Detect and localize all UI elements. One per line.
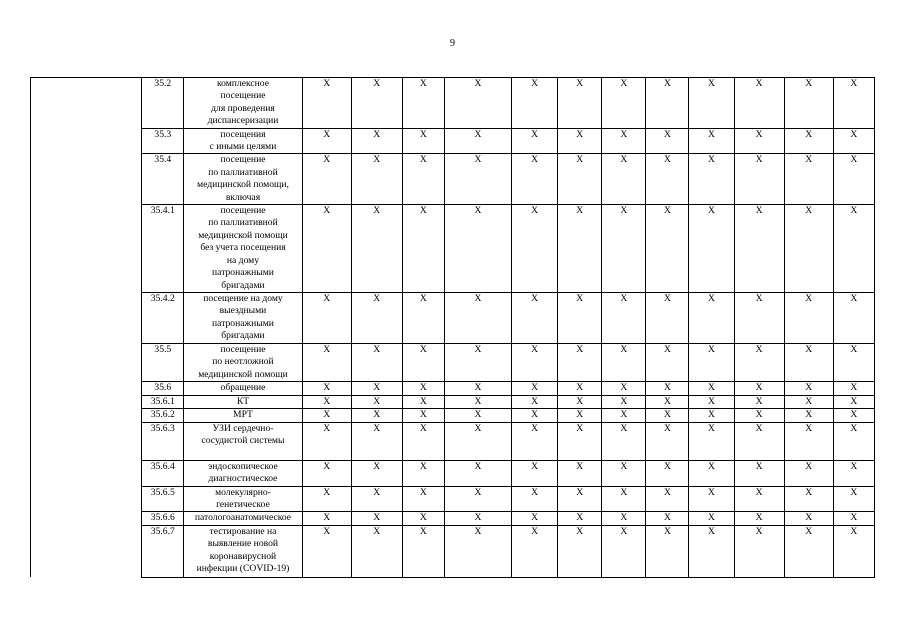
x-mark-cell: X bbox=[646, 78, 689, 129]
x-mark-cell: X bbox=[402, 293, 444, 344]
row-name-line: коронавирусной bbox=[209, 550, 277, 562]
x-mark-cell: X bbox=[302, 525, 351, 577]
x-mark-cell: X bbox=[833, 409, 874, 422]
row-code: 35.6.6 bbox=[142, 512, 184, 525]
x-mark-cell: X bbox=[444, 381, 511, 395]
row-name-line: посещения bbox=[220, 128, 266, 140]
row-code: 35.6.2 bbox=[142, 409, 184, 422]
x-mark-cell: X bbox=[444, 486, 511, 512]
x-mark-cell: X bbox=[784, 154, 833, 205]
row-name-line: для проведения bbox=[211, 102, 275, 114]
x-mark-cell: X bbox=[402, 78, 444, 129]
x-mark-cell: X bbox=[402, 395, 444, 408]
table-row bbox=[31, 395, 875, 408]
x-mark-cell: X bbox=[558, 395, 602, 408]
x-mark-cell: X bbox=[646, 205, 689, 293]
table-row bbox=[31, 128, 875, 154]
x-mark-cell: X bbox=[734, 409, 784, 422]
x-mark-cell: X bbox=[302, 512, 351, 525]
row-name bbox=[184, 422, 302, 460]
row-name-line: на дому bbox=[226, 254, 260, 266]
x-mark-cell: X bbox=[444, 205, 511, 293]
x-mark-cell: X bbox=[444, 525, 511, 577]
row-name-line: диагностическое bbox=[208, 473, 278, 485]
x-mark-cell: X bbox=[784, 78, 833, 129]
row-name-line: эндоскопическое bbox=[208, 460, 278, 472]
x-mark-cell: X bbox=[402, 128, 444, 154]
row-name bbox=[184, 525, 302, 577]
x-mark-cell: X bbox=[602, 422, 646, 460]
x-mark-cell: X bbox=[646, 381, 689, 395]
x-mark-cell: X bbox=[512, 293, 558, 344]
x-mark-cell: X bbox=[351, 293, 402, 344]
x-mark-cell: X bbox=[833, 381, 874, 395]
row-name bbox=[184, 343, 302, 381]
x-mark-cell: X bbox=[302, 343, 351, 381]
x-mark-cell: X bbox=[784, 381, 833, 395]
x-mark-cell: X bbox=[602, 343, 646, 381]
x-mark-cell: X bbox=[302, 395, 351, 408]
x-mark-cell: X bbox=[351, 512, 402, 525]
row-code: 35.6.7 bbox=[142, 525, 184, 577]
row-name-line: патронажными bbox=[212, 317, 274, 329]
row-name-line: по паллиативной bbox=[208, 217, 278, 229]
table-row bbox=[31, 381, 875, 395]
table-row bbox=[31, 343, 875, 381]
x-mark-cell: X bbox=[784, 486, 833, 512]
row-name bbox=[184, 460, 302, 486]
x-mark-cell: X bbox=[833, 486, 874, 512]
table-row bbox=[31, 409, 875, 422]
row-name-line: посещение bbox=[220, 205, 266, 217]
table-row bbox=[31, 205, 875, 293]
row-name-line: патологоанатомическое bbox=[194, 512, 292, 524]
x-mark-cell: X bbox=[602, 154, 646, 205]
row-name bbox=[184, 395, 302, 408]
table-row bbox=[31, 525, 875, 577]
x-mark-cell: X bbox=[646, 486, 689, 512]
x-mark-cell: X bbox=[734, 395, 784, 408]
row-name bbox=[184, 78, 302, 129]
x-mark-cell: X bbox=[734, 525, 784, 577]
row-name-line: посещение bbox=[220, 154, 266, 166]
x-mark-cell: X bbox=[784, 525, 833, 577]
x-mark-cell: X bbox=[602, 205, 646, 293]
row-name bbox=[184, 154, 302, 205]
row-name-line: посещение на дому bbox=[203, 293, 283, 305]
x-mark-cell: X bbox=[689, 460, 734, 486]
x-mark-cell: X bbox=[444, 343, 511, 381]
row-name-line: обращение bbox=[220, 381, 266, 393]
x-mark-cell: X bbox=[558, 512, 602, 525]
row-name-line: медицинской помощи bbox=[198, 229, 288, 241]
x-mark-cell: X bbox=[558, 205, 602, 293]
x-mark-cell: X bbox=[602, 78, 646, 129]
x-mark-cell: X bbox=[689, 343, 734, 381]
x-mark-cell: X bbox=[689, 154, 734, 205]
x-mark-cell: X bbox=[302, 205, 351, 293]
x-mark-cell: X bbox=[602, 293, 646, 344]
x-mark-cell: X bbox=[512, 154, 558, 205]
x-mark-cell: X bbox=[646, 154, 689, 205]
x-mark-cell: X bbox=[646, 293, 689, 344]
x-mark-cell: X bbox=[351, 343, 402, 381]
x-mark-cell: X bbox=[351, 486, 402, 512]
x-mark-cell: X bbox=[734, 205, 784, 293]
x-mark-cell: X bbox=[689, 409, 734, 422]
row-name-line: без учета посещения bbox=[200, 242, 286, 254]
table-row bbox=[31, 154, 875, 205]
x-mark-cell: X bbox=[444, 293, 511, 344]
row-name-line: бригадами bbox=[221, 330, 265, 342]
x-mark-cell: X bbox=[351, 205, 402, 293]
x-mark-cell: X bbox=[444, 154, 511, 205]
x-mark-cell: X bbox=[444, 512, 511, 525]
x-mark-cell: X bbox=[734, 78, 784, 129]
x-mark-cell: X bbox=[833, 205, 874, 293]
blank-merged-cell bbox=[31, 78, 142, 578]
x-mark-cell: X bbox=[302, 486, 351, 512]
x-mark-cell: X bbox=[833, 293, 874, 344]
row-name-line: КТ bbox=[236, 395, 250, 407]
row-name-line: диспансеризации bbox=[207, 115, 279, 127]
row-name-line: включая bbox=[225, 191, 261, 203]
x-mark-cell: X bbox=[646, 409, 689, 422]
x-mark-cell: X bbox=[402, 409, 444, 422]
document-table-container bbox=[30, 77, 875, 578]
x-mark-cell: X bbox=[512, 128, 558, 154]
x-mark-cell: X bbox=[646, 525, 689, 577]
x-mark-cell: X bbox=[402, 381, 444, 395]
x-mark-cell: X bbox=[302, 409, 351, 422]
x-mark-cell: X bbox=[833, 512, 874, 525]
x-mark-cell: X bbox=[784, 460, 833, 486]
row-code: 35.2 bbox=[142, 78, 184, 129]
x-mark-cell: X bbox=[302, 154, 351, 205]
x-mark-cell: X bbox=[444, 409, 511, 422]
x-mark-cell: X bbox=[558, 128, 602, 154]
x-mark-cell: X bbox=[512, 78, 558, 129]
x-mark-cell: X bbox=[512, 460, 558, 486]
x-mark-cell: X bbox=[558, 293, 602, 344]
x-mark-cell: X bbox=[351, 460, 402, 486]
x-mark-cell: X bbox=[646, 460, 689, 486]
x-mark-cell: X bbox=[351, 78, 402, 129]
row-name-line: бригадами bbox=[221, 279, 265, 291]
table-row bbox=[31, 293, 875, 344]
x-mark-cell: X bbox=[602, 409, 646, 422]
x-mark-cell: X bbox=[512, 395, 558, 408]
x-mark-cell: X bbox=[602, 395, 646, 408]
row-code: 35.4.1 bbox=[142, 205, 184, 293]
x-mark-cell: X bbox=[402, 154, 444, 205]
x-mark-cell: X bbox=[784, 205, 833, 293]
x-mark-cell: X bbox=[558, 409, 602, 422]
row-name-line: патронажными bbox=[212, 267, 274, 279]
x-mark-cell: X bbox=[351, 422, 402, 460]
x-mark-cell: X bbox=[351, 154, 402, 205]
services-table bbox=[30, 77, 875, 578]
table-row bbox=[31, 78, 875, 129]
row-name-line: по неотложной bbox=[212, 356, 274, 368]
x-mark-cell: X bbox=[602, 486, 646, 512]
x-mark-cell: X bbox=[689, 422, 734, 460]
row-code: 35.6 bbox=[142, 381, 184, 395]
x-mark-cell: X bbox=[302, 460, 351, 486]
x-mark-cell: X bbox=[512, 525, 558, 577]
x-mark-cell: X bbox=[602, 512, 646, 525]
x-mark-cell: X bbox=[689, 78, 734, 129]
row-code: 35.6.5 bbox=[142, 486, 184, 512]
x-mark-cell: X bbox=[784, 343, 833, 381]
x-mark-cell: X bbox=[512, 486, 558, 512]
table-body bbox=[31, 78, 875, 578]
row-name bbox=[184, 205, 302, 293]
x-mark-cell: X bbox=[402, 422, 444, 460]
x-mark-cell: X bbox=[646, 343, 689, 381]
row-name bbox=[184, 381, 302, 395]
x-mark-cell: X bbox=[558, 486, 602, 512]
x-mark-cell: X bbox=[833, 154, 874, 205]
x-mark-cell: X bbox=[302, 293, 351, 344]
row-name-line: по паллиативной bbox=[208, 166, 278, 178]
row-name-line: медицинской помощи, bbox=[197, 179, 289, 191]
x-mark-cell: X bbox=[512, 409, 558, 422]
x-mark-cell: X bbox=[351, 525, 402, 577]
row-name-line: инфекции (COVID-19) bbox=[196, 562, 290, 574]
x-mark-cell: X bbox=[734, 293, 784, 344]
x-mark-cell: X bbox=[734, 381, 784, 395]
x-mark-cell: X bbox=[734, 343, 784, 381]
x-mark-cell: X bbox=[512, 205, 558, 293]
x-mark-cell: X bbox=[558, 381, 602, 395]
x-mark-cell: X bbox=[558, 422, 602, 460]
row-code: 35.6.3 bbox=[142, 422, 184, 460]
table-row bbox=[31, 512, 875, 525]
row-name-line: МРТ bbox=[233, 409, 253, 421]
x-mark-cell: X bbox=[784, 395, 833, 408]
row-name-line: молекулярно- bbox=[215, 486, 271, 498]
row-name bbox=[184, 486, 302, 512]
x-mark-cell: X bbox=[558, 525, 602, 577]
table-row bbox=[31, 486, 875, 512]
row-name-line: УЗИ сердечно- bbox=[212, 422, 274, 434]
x-mark-cell: X bbox=[402, 486, 444, 512]
x-mark-cell: X bbox=[558, 343, 602, 381]
x-mark-cell: X bbox=[689, 395, 734, 408]
x-mark-cell: X bbox=[784, 128, 833, 154]
x-mark-cell: X bbox=[833, 78, 874, 129]
row-name-line: генетическое bbox=[216, 498, 270, 510]
x-mark-cell: X bbox=[444, 422, 511, 460]
row-name-line: с иными целями bbox=[209, 141, 277, 153]
x-mark-cell: X bbox=[646, 422, 689, 460]
x-mark-cell: X bbox=[833, 422, 874, 460]
x-mark-cell: X bbox=[602, 525, 646, 577]
x-mark-cell: X bbox=[734, 154, 784, 205]
x-mark-cell: X bbox=[558, 460, 602, 486]
x-mark-cell: X bbox=[351, 381, 402, 395]
x-mark-cell: X bbox=[558, 154, 602, 205]
row-name-line: комплексное bbox=[216, 78, 269, 89]
x-mark-cell: X bbox=[689, 128, 734, 154]
x-mark-cell: X bbox=[833, 395, 874, 408]
table-row bbox=[31, 422, 875, 460]
row-name-line: посещение bbox=[220, 343, 266, 355]
x-mark-cell: X bbox=[351, 409, 402, 422]
x-mark-cell: X bbox=[646, 512, 689, 525]
x-mark-cell: X bbox=[734, 128, 784, 154]
x-mark-cell: X bbox=[734, 486, 784, 512]
x-mark-cell: X bbox=[833, 128, 874, 154]
x-mark-cell: X bbox=[689, 486, 734, 512]
row-name-line: посещение bbox=[220, 90, 266, 102]
x-mark-cell: X bbox=[734, 460, 784, 486]
x-mark-cell: X bbox=[689, 381, 734, 395]
x-mark-cell: X bbox=[646, 128, 689, 154]
row-name bbox=[184, 512, 302, 525]
row-code: 35.3 bbox=[142, 128, 184, 154]
x-mark-cell: X bbox=[444, 395, 511, 408]
row-name bbox=[184, 128, 302, 154]
x-mark-cell: X bbox=[689, 512, 734, 525]
x-mark-cell: X bbox=[602, 128, 646, 154]
x-mark-cell: X bbox=[444, 128, 511, 154]
x-mark-cell: X bbox=[351, 128, 402, 154]
x-mark-cell: X bbox=[512, 512, 558, 525]
x-mark-cell: X bbox=[602, 460, 646, 486]
x-mark-cell: X bbox=[512, 343, 558, 381]
x-mark-cell: X bbox=[402, 343, 444, 381]
row-name-line: выявление новой bbox=[207, 538, 279, 550]
row-name-line: тестирование на bbox=[209, 525, 277, 537]
x-mark-cell: X bbox=[689, 525, 734, 577]
x-mark-cell: X bbox=[302, 381, 351, 395]
x-mark-cell: X bbox=[734, 512, 784, 525]
row-code: 35.5 bbox=[142, 343, 184, 381]
table-row bbox=[31, 460, 875, 486]
x-mark-cell: X bbox=[558, 78, 602, 129]
x-mark-cell: X bbox=[784, 293, 833, 344]
x-mark-cell: X bbox=[833, 343, 874, 381]
row-code: 35.4.2 bbox=[142, 293, 184, 344]
x-mark-cell: X bbox=[784, 512, 833, 525]
x-mark-cell: X bbox=[444, 460, 511, 486]
x-mark-cell: X bbox=[302, 128, 351, 154]
x-mark-cell: X bbox=[646, 395, 689, 408]
x-mark-cell: X bbox=[302, 78, 351, 129]
x-mark-cell: X bbox=[402, 512, 444, 525]
row-name bbox=[184, 409, 302, 422]
x-mark-cell: X bbox=[302, 422, 351, 460]
x-mark-cell: X bbox=[689, 205, 734, 293]
x-mark-cell: X bbox=[512, 422, 558, 460]
x-mark-cell: X bbox=[351, 395, 402, 408]
page-number: 9 bbox=[450, 38, 455, 49]
x-mark-cell: X bbox=[402, 205, 444, 293]
row-name-line: выездными bbox=[219, 305, 267, 317]
row-code: 35.6.1 bbox=[142, 395, 184, 408]
row-name-line: медицинской помощи bbox=[198, 368, 288, 380]
x-mark-cell: X bbox=[402, 460, 444, 486]
x-mark-cell: X bbox=[833, 460, 874, 486]
x-mark-cell: X bbox=[833, 525, 874, 577]
x-mark-cell: X bbox=[784, 409, 833, 422]
x-mark-cell: X bbox=[784, 422, 833, 460]
x-mark-cell: X bbox=[734, 422, 784, 460]
x-mark-cell: X bbox=[602, 381, 646, 395]
row-name bbox=[184, 293, 302, 344]
x-mark-cell: X bbox=[444, 78, 511, 129]
row-code: 35.4 bbox=[142, 154, 184, 205]
row-code: 35.6.4 bbox=[142, 460, 184, 486]
row-name-line: сосудистой системы bbox=[201, 435, 285, 447]
x-mark-cell: X bbox=[402, 525, 444, 577]
x-mark-cell: X bbox=[689, 293, 734, 344]
x-mark-cell: X bbox=[512, 381, 558, 395]
